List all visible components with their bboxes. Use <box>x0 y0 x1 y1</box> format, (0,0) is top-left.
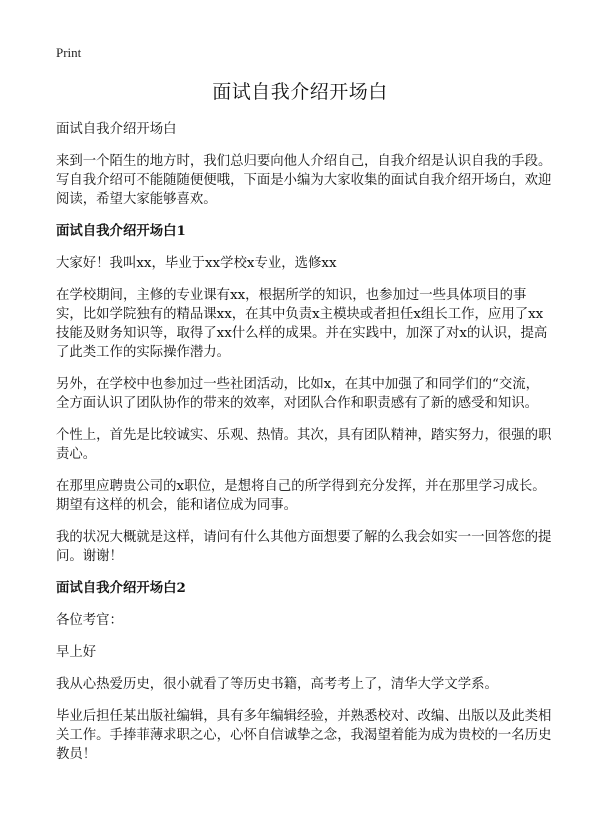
section-paragraph: 个性上，首先是比较诚实、乐观、热情。其次，具有团队精神，踏实努力，很强的职责心。 <box>56 428 552 462</box>
document-title: 面试自我介绍开场白 <box>212 81 388 103</box>
section-paragraph: 早上好 <box>56 645 97 660</box>
section-heading: 面试自我介绍开场白2 <box>56 580 186 596</box>
intro-paragraph: 来到一个陌生的地方时，我们总归要向他人介绍自己，自我介绍是认识自我的手段。写自我介绍可不能随随便便哦，下面是小编为大家收集的面试自我介绍开场白，欢迎阅读，希望大家能够喜欢。 <box>56 154 552 207</box>
section-paragraph: 我的状况大概就是这样，请问有什么其他方面想要了解的么我会如实一一回答您的提问。谢谢！ <box>56 530 552 564</box>
section-paragraph: 各位考官： <box>56 613 123 628</box>
section-paragraph: 毕业后担任某出版社编辑，具有多年编辑经验，并熟悉校对、改编、出版以及此类相关工作。手捧菲薄求职之心，心怀自信诚挚之念，我渴望着能为成为贵校的一名历史教员！ <box>56 709 552 762</box>
section-paragraph: 在学校期间，主修的专业课有xx，根据所学的知识，也参加过一些具体项目的事实，比如学院独有的精品课xx，在其中负责x主模块或者担任x组长工作，应用了xx技能及财务知识等，取得了xx什么样的成果。并在实践中，加深了对x的认识，提高了此类工作的实际操作潜力。 <box>56 288 548 360</box>
print-link[interactable]: Print <box>56 45 82 60</box>
section-paragraph: 我从心热爱历史，很小就看了等历史书籍，高考考上了，清华大学文学系。 <box>56 677 498 692</box>
section-heading: 面试自我介绍开场白1 <box>56 223 186 239</box>
section-paragraph: 在那里应聘贵公司的x职位，是想将自己的所学得到充分发挥，并在那里学习成长。期望有这样的机会，能和诸位成为同事。 <box>56 479 546 513</box>
section-paragraph: 另外，在学校中也参加过一些社团活动，比如x，在其中加强了和同学们的“交流，全方面认识了团队协作的带来的效率，对团队合作和职责感有了新的感受和知识。 <box>56 377 540 411</box>
intro-subtitle: 面试自我介绍开场白 <box>56 122 177 137</box>
document-body <box>56 120 552 777</box>
section-paragraph: 大家好！我叫xx，毕业于xx学校x专业，选修xx <box>56 256 337 271</box>
